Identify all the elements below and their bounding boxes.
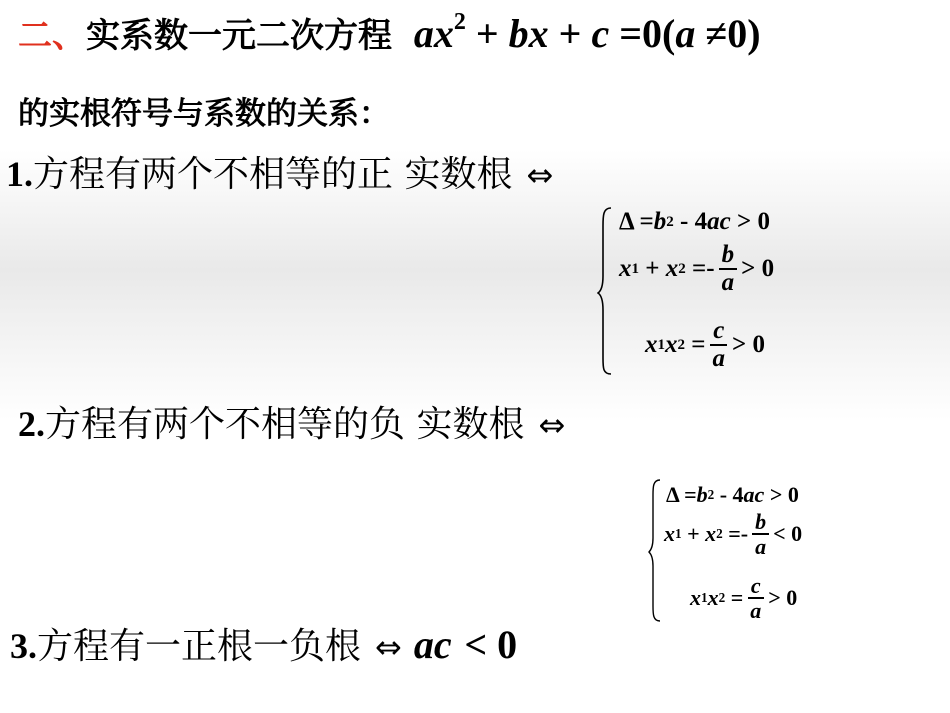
subtitle: 的实根符号与系数的关系：	[18, 96, 390, 132]
equivalence-icon: ⇔	[375, 628, 402, 666]
product-condition: x 1 x 2 = $\frac{c}{a}$ > 0	[645, 317, 765, 373]
sum-condition: x 1 + x 2 =- $\frac{b}{a}$ < 0	[664, 509, 803, 560]
item-3-index: 3.	[10, 626, 37, 666]
condition-system-1	[597, 206, 847, 376]
item-1-text: 方程有两个不相等的正 实数根	[33, 154, 513, 195]
fraction-b-over-a: $\frac{b}{a}$	[752, 510, 769, 558]
item-2-index: 2.	[18, 404, 45, 444]
fraction-c-over-a: $\frac{c}{a}$	[747, 574, 764, 622]
left-brace-icon	[597, 206, 613, 376]
item-3	[10, 618, 517, 669]
item-3-condition: ac < 0	[413, 622, 518, 667]
item-3-text: 方程有一正根一负根	[37, 626, 362, 667]
sum-condition: x 1 + x 2 =- $\frac{b}{a}$ > 0	[619, 241, 775, 297]
item-1-index: 1.	[6, 154, 33, 194]
discriminant-condition: Δ = b 2 - 4 ac > 0	[619, 208, 770, 235]
section-number: 二、	[18, 16, 86, 56]
discriminant-condition: Δ = b 2 - 4 ac > 0	[666, 482, 799, 507]
title-text: 实系数一元二次方程	[86, 16, 392, 56]
fraction-c-over-a: $\frac{c}{a}$	[710, 318, 729, 373]
slide-title	[18, 8, 761, 57]
fraction-b-over-a: $\frac{b}{a}$	[719, 242, 738, 297]
product-condition: x 1 x 2 = $\frac{c}{a}$ > 0	[690, 573, 798, 624]
left-brace-icon	[648, 478, 662, 623]
title-equation: $ax^2$ + bx + c =0(a ≠0)	[413, 9, 761, 56]
item-2	[18, 396, 565, 447]
equivalence-icon: ⇔	[526, 156, 554, 194]
condition-system-2	[648, 478, 888, 628]
equivalence-icon: ⇔	[538, 406, 566, 444]
item-1	[6, 146, 553, 197]
item-2-text: 方程有两个不相等的负 实数根	[45, 404, 525, 445]
